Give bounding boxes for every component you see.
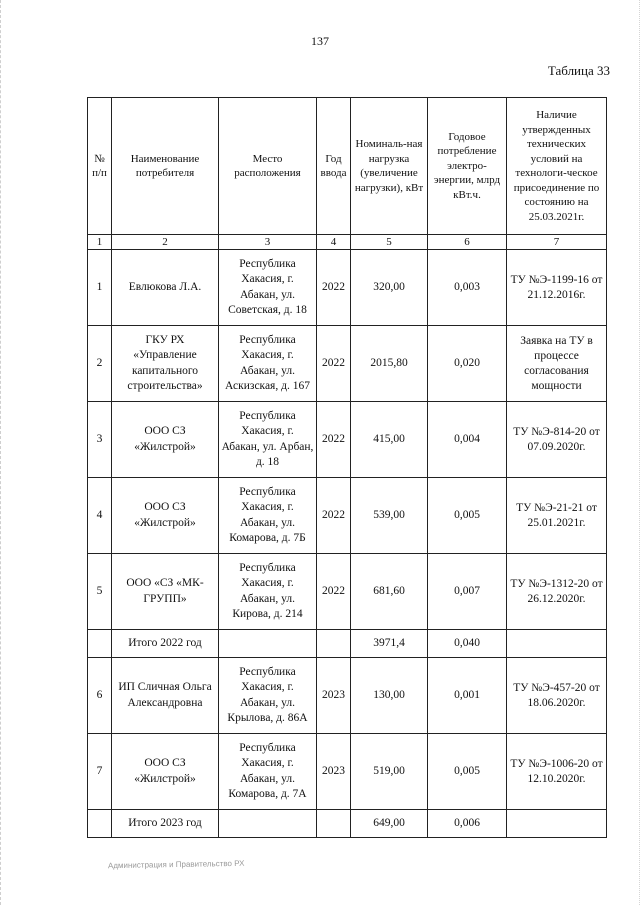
technical-conditions: Заявка на ТУ в процессе согласования мощности (507, 326, 607, 402)
commission-year: 2022 (317, 478, 351, 554)
nominal-load: 681,60 (351, 554, 428, 630)
total-consumption: 0,006 (428, 810, 507, 838)
consumer-name: ООО «СЗ «МК-ГРУПП» (112, 554, 219, 630)
header-row (88, 98, 607, 235)
column-index: 1 (88, 235, 112, 250)
technical-conditions: ТУ №Э-21-21 от 25.01.2021г. (507, 478, 607, 554)
commission-year: 2022 (317, 402, 351, 478)
commission-year: 2022 (317, 250, 351, 326)
consumer-name: ИП Сличная Ольга Александровна (112, 658, 219, 734)
annual-consumption: 0,003 (428, 250, 507, 326)
row-number: 5 (88, 554, 112, 630)
commission-year: 2023 (317, 658, 351, 734)
consumer-name: ООО СЗ «Жилстрой» (112, 402, 219, 478)
footer-stamp: Администрация и Правительство РХ (107, 858, 245, 871)
total-consumption: 0,040 (428, 630, 507, 658)
total-empty-cell (507, 630, 607, 658)
total-label: Итого 2023 год (112, 810, 219, 838)
nominal-load: 130,00 (351, 658, 428, 734)
consumer-location: Республика Хакасия, г. Абакан, ул. Комарова, д. 7А (219, 734, 317, 810)
commission-year: 2023 (317, 734, 351, 810)
total-load: 649,00 (351, 810, 428, 838)
header-conditions: Наличие утвержденных технических условий на технологи-ческое присоединение по состоянию на 25.03.2021г. (507, 98, 607, 235)
annual-consumption: 0,001 (428, 658, 507, 734)
consumers-table (87, 97, 607, 838)
annual-consumption: 0,007 (428, 554, 507, 630)
total-empty-cell (317, 810, 351, 838)
total-row-2023 (88, 810, 607, 838)
commission-year: 2022 (317, 554, 351, 630)
nominal-load: 415,00 (351, 402, 428, 478)
consumer-name: ООО СЗ «Жилстрой» (112, 734, 219, 810)
total-empty-cell (88, 630, 112, 658)
scan-left-edge (0, 0, 8, 905)
consumer-location: Республика Хакасия, г. Абакан, ул. Аскизская, д. 167 (219, 326, 317, 402)
column-index: 4 (317, 235, 351, 250)
annual-consumption: 0,020 (428, 326, 507, 402)
total-label: Итого 2022 год (112, 630, 219, 658)
consumer-name: Евлюкова Л.А. (112, 250, 219, 326)
nominal-load: 539,00 (351, 478, 428, 554)
technical-conditions: ТУ №Э-1199-16 от 21.12.2016г. (507, 250, 607, 326)
header-year: Год ввода (317, 98, 351, 235)
row-number: 6 (88, 658, 112, 734)
total-empty-cell (88, 810, 112, 838)
header-name: Наименование потребителя (112, 98, 219, 235)
table-row (88, 326, 607, 402)
annual-consumption: 0,004 (428, 402, 507, 478)
consumer-name: ГКУ РХ «Управление капитального строительства» (112, 326, 219, 402)
row-number: 3 (88, 402, 112, 478)
column-index: 2 (112, 235, 219, 250)
column-index: 3 (219, 235, 317, 250)
total-empty-cell (507, 810, 607, 838)
table-row (88, 734, 607, 810)
total-empty-cell (219, 810, 317, 838)
row-number: 4 (88, 478, 112, 554)
table-row (88, 658, 607, 734)
technical-conditions: ТУ №Э-1006-20 от 12.10.2020г. (507, 734, 607, 810)
column-index: 6 (428, 235, 507, 250)
table-row (88, 250, 607, 326)
column-index-row (88, 235, 607, 250)
table-caption: Таблица 33 (547, 63, 610, 78)
page-number: 137 (311, 34, 329, 48)
header-consumption: Годовое потребление электро-энергии, млрд кВт.ч. (428, 98, 507, 235)
total-empty-cell (317, 630, 351, 658)
commission-year: 2022 (317, 326, 351, 402)
annual-consumption: 0,005 (428, 734, 507, 810)
technical-conditions: ТУ №Э-457-20 от 18.06.2020г. (507, 658, 607, 734)
row-number: 7 (88, 734, 112, 810)
nominal-load: 519,00 (351, 734, 428, 810)
row-number: 1 (88, 250, 112, 326)
total-load: 3971,4 (351, 630, 428, 658)
nominal-load: 320,00 (351, 250, 428, 326)
row-number: 2 (88, 326, 112, 402)
total-row-2022 (88, 630, 607, 658)
column-index: 5 (351, 235, 428, 250)
table-row (88, 554, 607, 630)
header-location: Место расположения (219, 98, 317, 235)
scan-right-edge (634, 0, 640, 905)
nominal-load: 2015,80 (351, 326, 428, 402)
consumer-location: Республика Хакасия, г. Абакан, ул. Арбан, д. 18 (219, 402, 317, 478)
consumer-location: Республика Хакасия, г. Абакан, ул. Советская, д. 18 (219, 250, 317, 326)
table-row (88, 402, 607, 478)
consumer-location: Республика Хакасия, г. Абакан, ул. Крылова, д. 86А (219, 658, 317, 734)
total-empty-cell (219, 630, 317, 658)
consumer-name: ООО СЗ «Жилстрой» (112, 478, 219, 554)
technical-conditions: ТУ №Э-814-20 от 07.09.2020г. (507, 402, 607, 478)
header-load: Номиналь-ная нагрузка (увеличение нагрузки), кВт (351, 98, 428, 235)
column-index: 7 (507, 235, 607, 250)
consumer-location: Республика Хакасия, г. Абакан, ул. Комарова, д. 7Б (219, 478, 317, 554)
annual-consumption: 0,005 (428, 478, 507, 554)
header-num: № п/п (88, 98, 112, 235)
consumer-location: Республика Хакасия, г. Абакан, ул. Кирова, д. 214 (219, 554, 317, 630)
table-row (88, 478, 607, 554)
technical-conditions: ТУ №Э-1312-20 от 26.12.2020г. (507, 554, 607, 630)
